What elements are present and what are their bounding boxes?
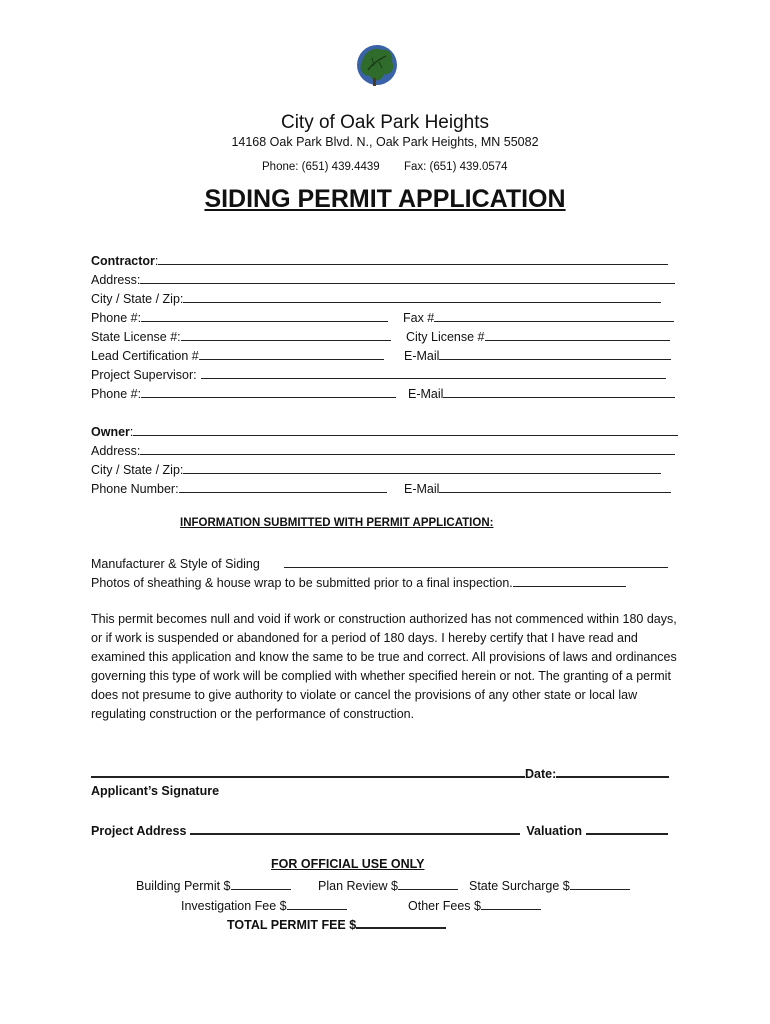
plan-review-field[interactable] xyxy=(398,876,458,890)
owner-phone-row xyxy=(91,479,387,497)
owner-city-field[interactable] xyxy=(183,460,661,474)
project-supervisor-label: Project Supervisor: xyxy=(91,368,197,382)
contractor-email-field[interactable] xyxy=(439,346,671,360)
building-permit-row xyxy=(136,876,291,894)
owner-email-row xyxy=(404,479,671,497)
owner-email-field[interactable] xyxy=(439,479,671,493)
plan-review-label: Plan Review $ xyxy=(318,879,398,893)
state-surcharge-field[interactable] xyxy=(570,876,630,890)
valuation-label: Valuation xyxy=(526,824,582,838)
building-permit-label: Building Permit $ xyxy=(136,879,231,893)
investigation-fee-row xyxy=(181,896,347,914)
supervisor-phone-row xyxy=(91,384,396,402)
city-license-label: City License # xyxy=(406,330,485,344)
contractor-address-label: Address: xyxy=(91,273,141,287)
owner-field[interactable] xyxy=(133,422,678,436)
contractor-address-field[interactable] xyxy=(140,270,675,284)
contractor-phone-label: Phone #: xyxy=(91,311,142,325)
contractor-field[interactable] xyxy=(158,251,668,265)
contractor-address-row xyxy=(91,270,675,288)
owner-label: Owner xyxy=(91,425,130,439)
contractor-row: Contractor: xyxy=(91,251,668,269)
city-logo xyxy=(352,40,402,90)
state-surcharge-label: State Surcharge $ xyxy=(469,879,570,893)
supervisor-email-label: E-Mail xyxy=(408,387,444,401)
owner-city-row xyxy=(91,460,661,478)
disclaimer-paragraph: This permit becomes null and void if work or construction authorized has not commenced within 180 days, or if work is suspended or abandoned for a period of 180 days. I hereby certify that I have read and examined this application and know the same to be true and correct. All provisions of laws and ordinances governing this type of work will be complied with whether specified herein or not. The granting of a permit does not presume to give authority to violate or cancel the provisions of any other state or local law regulating construction or the performance of construction. xyxy=(91,612,677,721)
city-address: 14168 Oak Park Blvd. N., Oak Park Heights, MN 55082 xyxy=(231,135,539,149)
owner-address-field[interactable] xyxy=(140,441,675,455)
state-license-label: State License #: xyxy=(91,330,181,344)
info-heading: INFORMATION SUBMITTED WITH PERMIT APPLICATION: xyxy=(180,517,494,529)
city-license-row xyxy=(406,327,670,345)
contractor-email-row xyxy=(404,346,671,364)
contractor-fax-row xyxy=(403,308,674,326)
applicant-signature-label: Applicant’s Signature xyxy=(91,784,220,798)
total-fee-label: TOTAL PERMIT FEE $ xyxy=(227,918,357,932)
valuation-field[interactable] xyxy=(586,820,668,835)
supervisor-email-row xyxy=(408,384,675,402)
state-surcharge-row xyxy=(469,876,630,894)
city-fax: Fax: (651) 439.0574 xyxy=(404,161,508,173)
supervisor-phone-field[interactable] xyxy=(141,384,396,398)
contractor-phone-field[interactable] xyxy=(141,308,388,322)
date-field[interactable] xyxy=(556,763,669,778)
contractor-email-label: E-Mail xyxy=(404,349,440,363)
owner-phone-field[interactable] xyxy=(179,479,387,493)
other-fees-row xyxy=(408,896,541,914)
state-license-row xyxy=(91,327,391,345)
date-label: Date: xyxy=(525,767,557,781)
owner-row: Owner: xyxy=(91,422,678,440)
lead-cert-row xyxy=(91,346,384,364)
investigation-fee-field[interactable] xyxy=(287,896,347,910)
state-license-field[interactable] xyxy=(181,327,391,341)
investigation-fee-label: Investigation Fee $ xyxy=(181,899,287,913)
supervisor-phone-label: Phone #: xyxy=(91,387,142,401)
contractor-fax-field[interactable] xyxy=(434,308,674,322)
total-fee-field[interactable] xyxy=(356,914,446,929)
contractor-phone-row xyxy=(91,308,388,326)
other-fees-field[interactable] xyxy=(481,896,541,910)
owner-address-label: Address: xyxy=(91,444,141,458)
contractor-city-row xyxy=(91,289,661,307)
manufacturer-label: Manufacturer & Style of Siding xyxy=(91,557,260,571)
official-use-heading: FOR OFFICIAL USE ONLY xyxy=(271,857,425,871)
lead-cert-label: Lead Certification # xyxy=(91,349,199,363)
owner-email-label: E-Mail xyxy=(404,482,440,496)
signature-field[interactable] xyxy=(91,763,525,778)
total-fee-row xyxy=(227,914,446,932)
project-supervisor-field[interactable] xyxy=(201,365,666,379)
oak-leaf-globe-icon xyxy=(352,40,402,90)
manufacturer-row xyxy=(91,554,668,572)
contractor-city-field[interactable] xyxy=(183,289,661,303)
owner-phone-label: Phone Number: xyxy=(91,482,179,496)
other-fees-label: Other Fees $ xyxy=(408,899,481,913)
owner-address-row xyxy=(91,441,675,459)
photos-row xyxy=(91,573,626,591)
project-address-row xyxy=(91,820,668,838)
city-license-field[interactable] xyxy=(485,327,670,341)
project-supervisor-row xyxy=(91,365,666,383)
photos-field[interactable] xyxy=(513,573,626,587)
contractor-city-label: City / State / Zip: xyxy=(91,292,184,306)
lead-cert-field[interactable] xyxy=(199,346,384,360)
contractor-label: Contractor xyxy=(91,254,155,268)
manufacturer-field[interactable] xyxy=(284,554,668,568)
project-address-field[interactable] xyxy=(190,820,520,835)
signature-row xyxy=(91,763,669,781)
city-phone: Phone: (651) 439.4439 xyxy=(262,161,380,173)
plan-review-row xyxy=(318,876,458,894)
city-name: City of Oak Park Heights xyxy=(280,112,490,133)
project-address-label: Project Address xyxy=(91,824,187,838)
contractor-fax-label: Fax # xyxy=(403,311,435,325)
page-title: SIDING PERMIT APPLICATION xyxy=(204,185,566,213)
building-permit-field[interactable] xyxy=(231,876,291,890)
photos-label: Photos of sheathing & house wrap to be submitted prior to a final inspection. xyxy=(91,576,513,590)
supervisor-email-field[interactable] xyxy=(443,384,675,398)
owner-city-label: City / State / Zip: xyxy=(91,463,184,477)
